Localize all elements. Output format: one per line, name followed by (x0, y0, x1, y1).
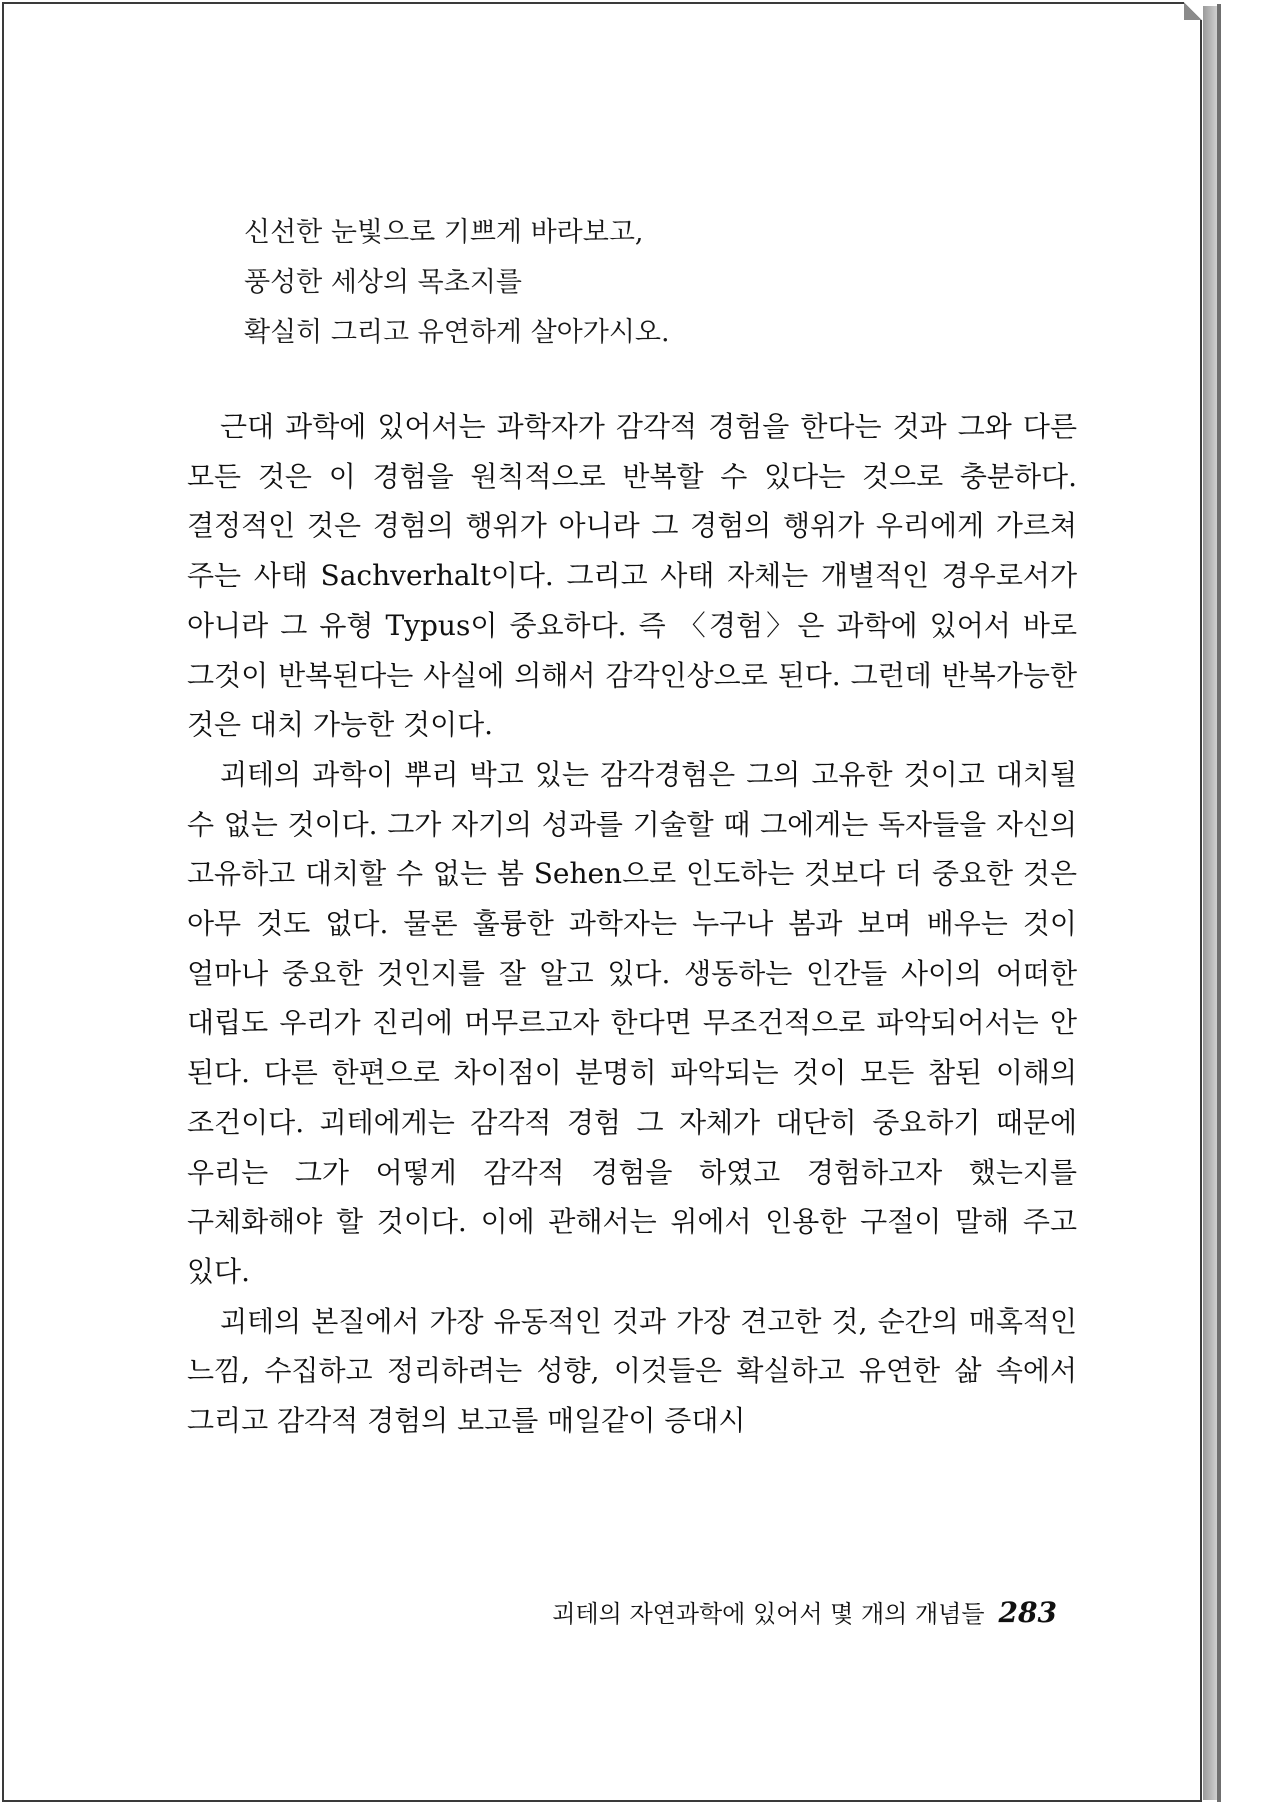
running-title: 괴테의 자연과학에 있어서 몇 개의 개념들 (552, 1600, 985, 1628)
page-corner-fold (1184, 2, 1202, 20)
poem-line: 풍성한 세상의 목초지를 (244, 267, 522, 298)
poem-line: 신선한 눈빛으로 기쁘게 바라보고, (244, 217, 644, 248)
paragraph: 괴테의 과학이 뿌리 박고 있는 감각경험은 그의 고유한 것이고 대치될 수 없는 것이다. 그가 자기의 성과를 기술할 때 그에게는 독자들을 자신의 고유하고 대치할 수 없는 봄 Sehen으로 인도하는 것보다 더 중요한 것은 아무 것도 없다. 물론 훌륭한 과학자는 누구나 봄과 보며 배우는 것이 얼마나 중요한 것인지를 잘 알고 있다. 생동하는 인간들 사이의 어떠한 대립도 우리가 진리에 머무르고자 한다면 무조건적으로 파악되어서는 안 된다. 다른 한편으로 차이점이 분명히 파악되는 것이 모든 참된 이해의 조건이다. 괴테에게는 감각적 경험 그 자체가 대단히 중요하기 때문에 우리는 그가 어떻게 감각적 경험을 하였고 경험하고자 했는지를 구체화해야 할 것이다. 이에 관해서는 위에서 인용한 구절이 말해 주고 있다. (187, 757, 1077, 1288)
poem-line: 확실히 그리고 유연하게 살아가시오. (244, 317, 670, 348)
paragraph: 괴테의 본질에서 가장 유동적인 것과 가장 견고한 것, 순간의 매혹적인 느낌, 수집하고 정리하려는 성향, 이것들은 확실하고 유연한 삶 속에서 그리고 감각적 경험의 보고를 매일같이 증대시 (187, 1304, 1077, 1438)
poem-block (244, 208, 670, 358)
body-text (187, 402, 1077, 1446)
book-page (2, 2, 1202, 1802)
paragraph: 근대 과학에 있어서는 과학자가 감각적 경험을 한다는 것과 그와 다른 모든 것은 이 경험을 원칙적으로 반복할 수 있다는 것으로 충분하다. 결정적인 것은 경험의 행위가 아니라 그 경험의 행위가 우리에게 가르쳐 주는 사태 Sachverhalt이다. 그리고 사태 자체는 개별적인 경우로서가 아니라 그 유형 Typus이 중요하다. 즉 〈경험〉은 과학에 있어서 바로 그것이 반복된다는 사실에 의해서 감각인상으로 된다. 그런데 반복가능한 것은 대치 가능한 것이다. (187, 410, 1077, 742)
page-number: 283 (998, 1596, 1057, 1629)
page-footer (482, 1594, 1057, 1629)
page-edge (1217, 4, 1221, 1802)
page-stack-shadow (1203, 6, 1217, 1800)
